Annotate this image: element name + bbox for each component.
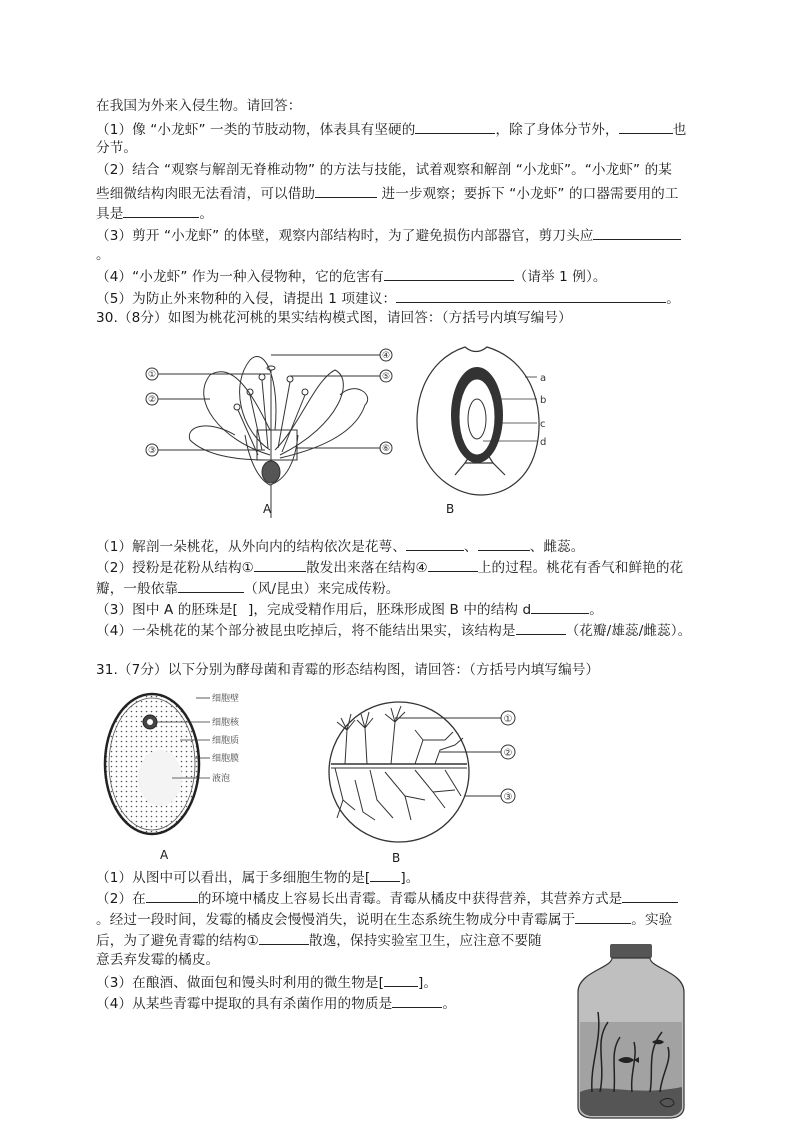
q31-line-3: 。经过一段时间，发霉的橘皮会慢慢消失，说明在生态系统生物成分中青霉属于 。实验 [96, 909, 672, 929]
q30-line-3: 瓣，一般依靠 （风/昆虫）来完成传粉。 [96, 578, 399, 598]
q29-line-9: （5）为防止外来物种的入侵，请提出 1 项建议： 。 [96, 288, 680, 308]
label-2: ② [503, 748, 513, 759]
answer-blank[interactable] [619, 119, 673, 134]
intro-line: 在我国为外来入侵生物。请回答： [96, 98, 302, 114]
caption-penicillium: B [392, 851, 401, 865]
label-5: ⑤ [381, 372, 391, 382]
yeast-figure [100, 690, 275, 840]
label-3: ③ [147, 446, 157, 456]
caption-a: A [263, 502, 272, 516]
label-cytoplasm: 细胞质 [212, 736, 240, 746]
petal-shape [189, 426, 265, 460]
q30-line-2: （2）授粉是花粉从结构① 散发出来落在结构④ 上的过程。桃花有香气和鲜艳的花 [96, 557, 683, 577]
label-3: ③ [503, 792, 513, 803]
answer-blank[interactable] [575, 909, 631, 924]
label-vacuole: 液泡 [212, 774, 231, 784]
label-membrane: 细胞膜 [212, 754, 240, 764]
label-1: ① [147, 370, 157, 380]
q30-line-5: （4）一朵桃花的某个部分被昆虫吃掉后，将不能结出果实，该结构是 （花瓣/雄蕊/雌蕊）。 [96, 620, 691, 640]
q31-line-1: （1）从图中可以看出，属于多细胞生物的是[ ]。 [96, 867, 419, 887]
answer-blank[interactable] [406, 536, 464, 551]
label-6: ⑥ [381, 444, 391, 454]
q29-line-5: 具是 。 [96, 203, 213, 223]
jar-lid [610, 944, 652, 958]
answer-blank[interactable] [593, 225, 681, 240]
q29-line-3: （2）结合 “观察与解剖无脊椎动物” 的方法与技能，试着观察和解剖 “小龙虾”。“小龙虾” 的某 [96, 162, 672, 178]
answer-blank[interactable] [516, 620, 566, 635]
answer-blank[interactable] [384, 972, 418, 987]
label-a: a [540, 373, 547, 384]
q30-line-4: （3）图中 A 的胚珠是[ ]，完成受精作用后，胚珠形成图 B 中的结构 d 。 [96, 599, 603, 619]
label-cell-wall: 细胞壁 [212, 694, 240, 704]
view-circle [329, 702, 469, 842]
petal-shape [275, 370, 343, 455]
label-2: ② [147, 395, 157, 405]
answer-blank[interactable] [428, 557, 478, 572]
caption-yeast: A [160, 848, 169, 862]
answer-blank[interactable] [123, 203, 199, 218]
answer-blank[interactable] [178, 578, 244, 593]
q31-line-7: （4）从某些青霉中提取的具有杀菌作用的物质是 。 [96, 993, 456, 1013]
q29-line-6: （3）剪开 “小龙虾” 的体壁，观察内部结构时，为了避免损伤内部器官，剪刀头应 [96, 225, 681, 245]
fruit-figure [405, 335, 555, 500]
q29-line-4: 些细微结构肉眼无法看清，可以借助 进一步观察；要拆下 “小龙虾” 的口器需要用的工 [96, 183, 679, 203]
answer-blank[interactable] [254, 557, 306, 572]
penicillium-figure [315, 700, 535, 845]
answer-blank[interactable] [622, 888, 678, 903]
ecosphere-jar-figure [572, 942, 690, 1120]
q31-line-4: 后，为了避免青霉的结构① 散逸，保持实验室卫生，应注意不要随 [96, 930, 542, 950]
seed [468, 399, 486, 439]
q31-title: 31.（7分）以下分别为酵母菌和青霉的形态结构图，请回答：（方括号内填写编号） [96, 662, 600, 678]
label-d: d [540, 437, 547, 448]
q29-line-7: 。 [96, 247, 110, 263]
q31-line-5: 意丢弃发霉的橘皮。 [96, 952, 220, 968]
answer-blank[interactable] [531, 599, 589, 614]
label-c: c [540, 419, 546, 430]
label-nucleus: 细胞核 [212, 718, 240, 728]
answer-blank[interactable] [396, 288, 666, 303]
q29-line-2: 分节。 [96, 140, 138, 156]
answer-blank[interactable] [384, 266, 514, 281]
q31-line-6: （3）在酿酒、做面包和馒头时利用的微生物是[ ]。 [96, 972, 437, 992]
label-1: ① [503, 714, 513, 725]
answer-blank[interactable] [370, 867, 400, 882]
answer-blank[interactable] [315, 183, 377, 198]
q30-line-1: （1）解剖一朵桃花，从外向内的结构依次是花萼、 、 、雌蕊。 [96, 536, 585, 556]
answer-blank[interactable] [259, 930, 309, 945]
label-b: b [540, 395, 547, 406]
answer-blank[interactable] [146, 888, 198, 903]
flower-figure [140, 340, 410, 520]
q31-line-2: （2）在 的环境中橘皮上容易长出青霉。青霉从橘皮中获得营养，其营养方式是 [96, 888, 678, 908]
answer-blank[interactable] [415, 119, 495, 134]
answer-blank[interactable] [392, 993, 442, 1008]
caption-b: B [446, 502, 455, 516]
q30-title: 30.（8分）如图为桃花河桃的果实结构模式图，请回答：（方括号内填写编号） [96, 310, 572, 326]
answer-blank[interactable] [478, 536, 530, 551]
label-4: ④ [381, 351, 391, 361]
q29-line-1: （1）像 “小龙虾” 一类的节肢动物，体表具有坚硬的 ，除了身体分节外， 也 [96, 119, 686, 139]
q29-line-8: （4）“小龙虾” 作为一种入侵物种，它的危害有 （请举 1 例）。 [96, 266, 607, 286]
